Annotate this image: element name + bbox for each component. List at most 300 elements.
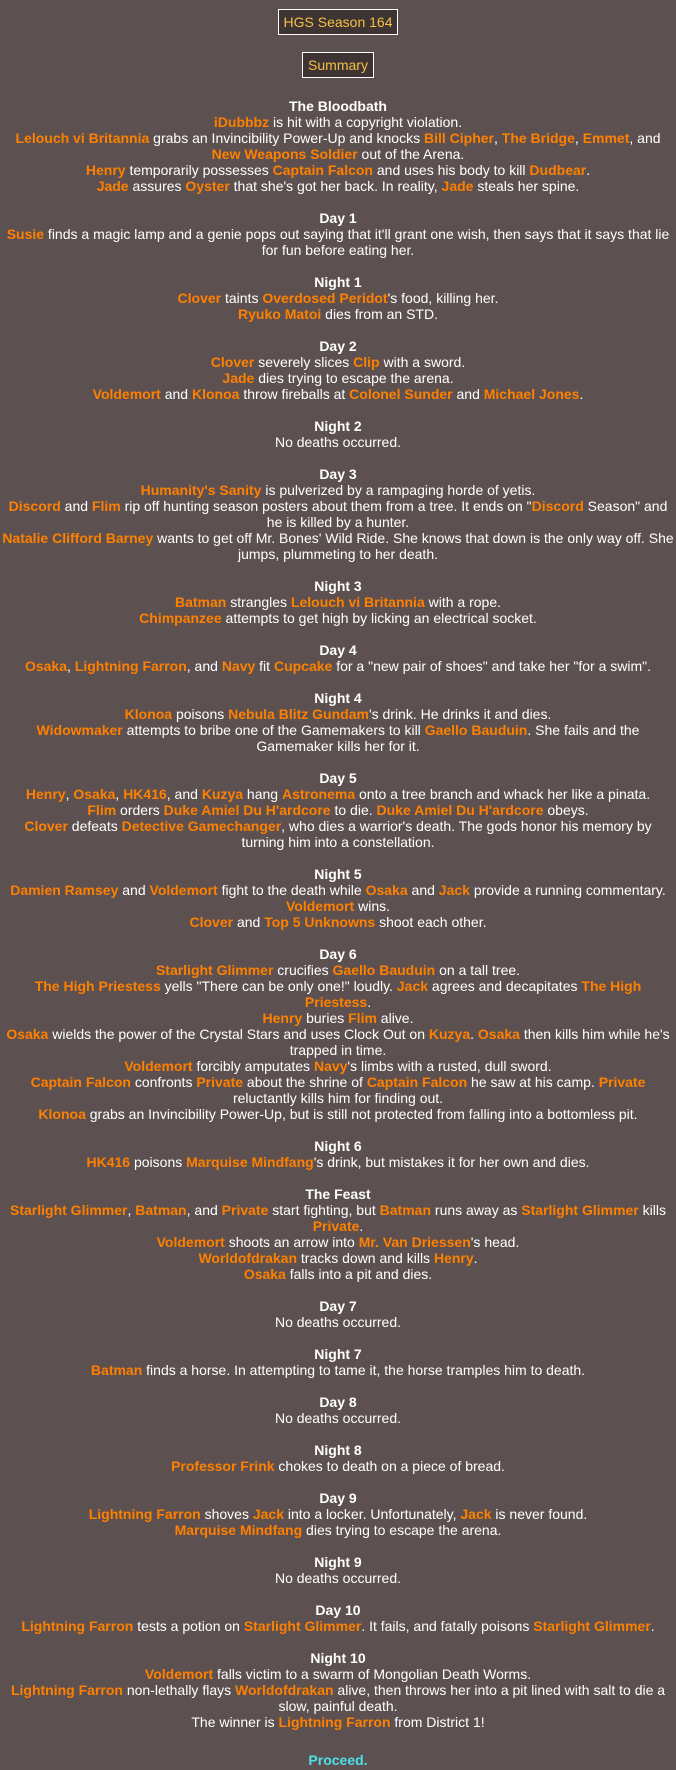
event-text: , and bbox=[186, 658, 222, 674]
event-section bbox=[0, 866, 676, 930]
event-text: with a rope. bbox=[424, 594, 502, 610]
tribute-name: Klonoa bbox=[191, 386, 240, 402]
tribute-name: Henry bbox=[85, 162, 126, 178]
event-text: buries bbox=[302, 1010, 349, 1026]
tribute-name: Captain Falcon bbox=[30, 1074, 131, 1090]
event-text: wants to get off Mr. Bones' Wild Ride. She knows that down is the only way off. She jumps, plummeting to her death. bbox=[153, 530, 674, 562]
event-text: chokes to death on a piece of bread. bbox=[274, 1458, 505, 1474]
event-text: then kills him while he's trapped in time. bbox=[289, 1026, 670, 1058]
event-text: Season" and he is killed by a hunter. bbox=[266, 498, 668, 530]
section-title: Day 8 bbox=[319, 1394, 357, 1410]
event-text: dies trying to escape the arena. bbox=[254, 370, 454, 386]
tribute-name: Osaka bbox=[365, 882, 408, 898]
event-section bbox=[0, 418, 676, 450]
event-line bbox=[0, 818, 676, 850]
event-text: , and bbox=[186, 1202, 222, 1218]
event-line bbox=[0, 1106, 676, 1122]
event-text: hang bbox=[243, 786, 282, 802]
event-text: defeats bbox=[67, 818, 122, 834]
event-section bbox=[0, 466, 676, 562]
tribute-name: Batman bbox=[379, 1202, 432, 1218]
tribute-name: Clip bbox=[353, 354, 380, 370]
event-line bbox=[0, 1506, 676, 1522]
tribute-name: Private bbox=[598, 1074, 646, 1090]
tribute-name: Navy bbox=[313, 1058, 348, 1074]
section-title: Night 4 bbox=[314, 690, 362, 706]
event-text: The winner is bbox=[191, 1714, 279, 1730]
event-line bbox=[0, 1522, 676, 1538]
event-line bbox=[0, 914, 676, 930]
event-line bbox=[0, 1010, 676, 1026]
event-text: , who dies a warrior's death. The gods honor his memory by turning him into a constellation. bbox=[241, 818, 652, 850]
event-text: is pulverized by a rampaging horde of yetis. bbox=[261, 482, 536, 498]
tribute-name: Widowmaker bbox=[36, 722, 123, 738]
tribute-name: Voldemort bbox=[124, 1058, 193, 1074]
section-title: Night 2 bbox=[314, 418, 362, 434]
tribute-name: Voldemort bbox=[286, 898, 355, 914]
event-text: onto a tree branch and whack her like a pinata. bbox=[355, 786, 651, 802]
tribute-name: Klonoa bbox=[38, 1106, 86, 1122]
section-title: Day 2 bbox=[319, 338, 357, 354]
event-text: tracks down and kills bbox=[297, 1250, 434, 1266]
event-text: dies trying to escape the arena. bbox=[302, 1522, 502, 1538]
event-line bbox=[0, 882, 676, 914]
event-text: finds a horse. In attempting to tame it, the horse tramples him to death. bbox=[142, 1362, 586, 1378]
event-text: about the shrine of bbox=[243, 1074, 367, 1090]
event-section bbox=[0, 1490, 676, 1538]
tribute-name: Lightning Farron bbox=[278, 1714, 391, 1730]
tribute-name: Private bbox=[196, 1074, 244, 1090]
event-text: steals her spine. bbox=[473, 178, 580, 194]
event-text: grabs an Invincibility Power-Up, but is still not protected from falling into a bottomless pit. bbox=[85, 1106, 638, 1122]
tribute-name: Jade bbox=[441, 178, 474, 194]
event-line bbox=[0, 706, 676, 722]
event-text: and bbox=[452, 386, 484, 402]
tribute-name: HK416 bbox=[123, 786, 167, 802]
tribute-name: Jade bbox=[222, 370, 255, 386]
tribute-name: Batman bbox=[90, 1362, 143, 1378]
tribute-name: Henry bbox=[25, 786, 66, 802]
tribute-name: Flim bbox=[348, 1010, 377, 1026]
event-text: attempts to get high by licking an electrical socket. bbox=[221, 610, 537, 626]
event-text: 's drink. He drinks it and dies. bbox=[368, 706, 552, 722]
tribute-name: Osaka bbox=[477, 1026, 520, 1042]
event-text: severely slices bbox=[254, 354, 354, 370]
event-text: . bbox=[359, 1218, 364, 1234]
tribute-name: Cupcake bbox=[273, 658, 333, 674]
event-line bbox=[0, 1074, 676, 1106]
event-section bbox=[0, 1186, 676, 1282]
event-text: that she's got her back. In reality, bbox=[229, 178, 442, 194]
tribute-name: Jack bbox=[438, 882, 470, 898]
event-line bbox=[0, 722, 676, 754]
event-text: wins. bbox=[354, 898, 390, 914]
event-line bbox=[0, 226, 676, 258]
event-text: rip off hunting season posters about them from a tree. It ends on " bbox=[120, 498, 532, 514]
tribute-name: Flim bbox=[91, 498, 121, 514]
tribute-name: Clover bbox=[177, 290, 222, 306]
event-text: No deaths occurred. bbox=[274, 434, 402, 450]
tribute-name: Jack bbox=[252, 1506, 284, 1522]
event-line bbox=[0, 306, 676, 322]
event-section bbox=[0, 1602, 676, 1634]
event-line bbox=[0, 178, 676, 194]
event-line bbox=[0, 1666, 676, 1682]
tribute-name: The High Priestess bbox=[34, 978, 161, 994]
tribute-name: Klonoa bbox=[124, 706, 173, 722]
event-text: agrees and decapitates bbox=[428, 978, 582, 994]
section-title: The Bloodbath bbox=[289, 98, 387, 114]
tribute-name: Starlight Glimmer bbox=[10, 1202, 128, 1218]
event-text: tests a potion on bbox=[133, 1618, 244, 1634]
event-text: reluctantly kills him for finding out. bbox=[232, 1090, 444, 1106]
event-line bbox=[0, 1410, 676, 1426]
tribute-name: Natalie Clifford Barney bbox=[2, 530, 154, 546]
event-text: kills bbox=[638, 1202, 666, 1218]
event-text: poisons bbox=[172, 706, 229, 722]
tribute-name: Henry bbox=[262, 1010, 303, 1026]
event-text: dies from an STD. bbox=[321, 306, 438, 322]
tribute-name: Navy bbox=[221, 658, 256, 674]
event-text: shoves bbox=[200, 1506, 253, 1522]
event-text: from District 1! bbox=[390, 1714, 485, 1730]
event-text: , bbox=[115, 786, 124, 802]
event-text: . bbox=[473, 1250, 478, 1266]
tribute-name: iDubbbz bbox=[213, 114, 270, 130]
event-text: crucifies bbox=[273, 962, 333, 978]
event-section bbox=[0, 210, 676, 258]
event-line bbox=[0, 1154, 676, 1170]
event-text: . bbox=[470, 1026, 478, 1042]
tribute-name: Private bbox=[221, 1202, 269, 1218]
tribute-name: Lightning Farron bbox=[21, 1618, 134, 1634]
event-section bbox=[0, 274, 676, 322]
event-text: . bbox=[579, 386, 584, 402]
tribute-name: Jack bbox=[460, 1506, 492, 1522]
tribute-name: Nebula Blitz Gundam bbox=[228, 706, 369, 722]
tribute-name: Gaello Bauduin bbox=[424, 722, 528, 738]
tribute-name: Starlight Glimmer bbox=[243, 1618, 362, 1634]
event-text: No deaths occurred. bbox=[274, 1410, 402, 1426]
event-line bbox=[0, 114, 676, 130]
tribute-name: Clover bbox=[210, 354, 255, 370]
tribute-name: Starlight Glimmer bbox=[521, 1202, 639, 1218]
event-text: throw fireballs at bbox=[239, 386, 350, 402]
event-line bbox=[0, 1202, 676, 1234]
section-title: Day 9 bbox=[319, 1490, 357, 1506]
tribute-name: Osaka bbox=[73, 786, 116, 802]
section-title: Day 1 bbox=[319, 210, 357, 226]
tribute-name: Osaka bbox=[6, 1026, 49, 1042]
event-text: to die. bbox=[330, 802, 377, 818]
event-line bbox=[0, 962, 676, 978]
event-line bbox=[0, 162, 676, 178]
summary-button[interactable]: Summary bbox=[302, 52, 374, 78]
event-text: . bbox=[586, 162, 591, 178]
event-section bbox=[0, 1138, 676, 1170]
tribute-name: Osaka bbox=[24, 658, 68, 674]
event-text: orders bbox=[116, 802, 164, 818]
event-text: . It fails, and fatally poisons bbox=[361, 1618, 534, 1634]
event-line bbox=[0, 1570, 676, 1586]
section-title: Day 3 bbox=[319, 466, 357, 482]
event-log bbox=[0, 98, 676, 1730]
tribute-name: Osaka bbox=[243, 1266, 286, 1282]
event-line bbox=[0, 1682, 676, 1714]
section-title: Night 3 bbox=[314, 578, 362, 594]
event-line bbox=[0, 1362, 676, 1378]
tribute-name: Duke Amiel Du H'ardcore bbox=[376, 802, 544, 818]
event-text: , bbox=[127, 1202, 136, 1218]
event-text: 's limbs with a rusted, dull sword. bbox=[347, 1058, 552, 1074]
event-section bbox=[0, 338, 676, 402]
event-line bbox=[0, 1026, 676, 1058]
tribute-name: Colonel Sunder bbox=[349, 386, 453, 402]
event-text: attempts to bribe one of the Gamemakers to kill bbox=[122, 722, 425, 738]
event-line bbox=[0, 1714, 676, 1730]
section-title: Night 6 bbox=[314, 1138, 362, 1154]
event-text: shoots an arrow into bbox=[224, 1234, 359, 1250]
tribute-name: Henry bbox=[433, 1250, 474, 1266]
event-text: on a tall tree. bbox=[435, 962, 521, 978]
tribute-name: Oyster bbox=[185, 178, 230, 194]
event-line bbox=[0, 610, 676, 626]
event-text: start fighting, but bbox=[268, 1202, 380, 1218]
event-line bbox=[0, 290, 676, 306]
event-text: for a "new pair of shoes" and take her "for a swim". bbox=[332, 658, 652, 674]
event-text: runs away as bbox=[431, 1202, 522, 1218]
section-title: Night 1 bbox=[314, 274, 362, 290]
event-text: wields the power of the Crystal Stars and uses Clock Out on bbox=[48, 1026, 429, 1042]
tribute-name: Lightning Farron bbox=[10, 1682, 123, 1698]
event-text: non-lethally flays bbox=[122, 1682, 235, 1698]
tribute-name: Lelouch vi Britannia bbox=[15, 130, 150, 146]
event-text: fight to the death while bbox=[217, 882, 366, 898]
event-text: , bbox=[574, 130, 583, 146]
tribute-name: Marquise Mindfang bbox=[186, 1154, 314, 1170]
event-line bbox=[0, 1458, 676, 1474]
tribute-name: New Weapons Soldier bbox=[211, 146, 358, 162]
tribute-name: Batman bbox=[174, 594, 227, 610]
event-text: forcibly amputates bbox=[192, 1058, 314, 1074]
event-section bbox=[0, 98, 676, 194]
section-title: Day 7 bbox=[319, 1298, 357, 1314]
event-text: into a locker. Unfortunately, bbox=[284, 1506, 461, 1522]
event-text: confronts bbox=[130, 1074, 197, 1090]
tribute-name: Starlight Glimmer bbox=[155, 962, 274, 978]
tribute-name: Captain Falcon bbox=[366, 1074, 468, 1090]
event-line bbox=[0, 386, 676, 402]
title-wrap bbox=[0, 9, 676, 35]
event-text: No deaths occurred. bbox=[274, 1570, 402, 1586]
event-text: shoot each other. bbox=[375, 914, 487, 930]
tribute-name: Voldemort bbox=[149, 882, 218, 898]
event-text: is hit with a copyright violation. bbox=[269, 114, 463, 130]
tribute-name: Worldofdrakan bbox=[235, 1682, 334, 1698]
event-text: temporarily possesses bbox=[125, 162, 273, 178]
tribute-name: Bill Cipher bbox=[423, 130, 494, 146]
tribute-name: Voldemort bbox=[144, 1666, 214, 1682]
tribute-name: Jade bbox=[96, 178, 129, 194]
tribute-name: The Bridge bbox=[501, 130, 575, 146]
event-text: alive, then throws her into a pit lined with salt to die a slow, painful death. bbox=[278, 1682, 666, 1714]
event-text: he saw at his camp. bbox=[467, 1074, 599, 1090]
event-text: finds a magic lamp and a genie pops out saying that it'll grant one wish, then says that it says that lie for fun before eating her. bbox=[44, 226, 670, 258]
event-line bbox=[0, 354, 676, 370]
tribute-name: Michael Jones bbox=[483, 386, 580, 402]
tribute-name: Kuzya bbox=[428, 1026, 471, 1042]
event-text: , and bbox=[629, 130, 661, 146]
tribute-name: Emmet bbox=[582, 130, 630, 146]
event-text: . bbox=[650, 1618, 655, 1634]
tribute-name: Lightning Farron bbox=[88, 1506, 201, 1522]
tribute-name: Astronema bbox=[281, 786, 356, 802]
section-title: Day 6 bbox=[319, 946, 357, 962]
event-text: poisons bbox=[130, 1154, 187, 1170]
event-line bbox=[0, 1314, 676, 1330]
event-line bbox=[0, 370, 676, 386]
summary-wrap bbox=[0, 52, 676, 78]
event-text: , and bbox=[166, 786, 202, 802]
event-line bbox=[0, 530, 676, 562]
event-section bbox=[0, 946, 676, 1122]
tribute-name: Professor Frink bbox=[171, 1458, 275, 1474]
tribute-name: Kuzya bbox=[201, 786, 244, 802]
event-text: 's head. bbox=[470, 1234, 520, 1250]
event-text: , bbox=[65, 786, 74, 802]
event-section bbox=[0, 1298, 676, 1330]
event-text: , bbox=[67, 658, 75, 674]
event-text: and bbox=[60, 498, 92, 514]
tribute-name: HK416 bbox=[86, 1154, 131, 1170]
event-text: out of the Arena. bbox=[357, 146, 465, 162]
event-text: provide a running commentary. bbox=[469, 882, 666, 898]
tribute-name: Batman bbox=[135, 1202, 187, 1218]
event-text: and bbox=[160, 386, 192, 402]
tribute-name: Flim bbox=[87, 802, 117, 818]
section-title: Day 5 bbox=[319, 770, 357, 786]
section-title: Night 10 bbox=[310, 1650, 366, 1666]
tribute-name: Detective Gamechanger bbox=[121, 818, 282, 834]
tribute-name: Lightning Farron bbox=[74, 658, 187, 674]
event-line bbox=[0, 594, 676, 610]
event-line bbox=[0, 482, 676, 498]
event-line bbox=[0, 1618, 676, 1634]
tribute-name: Marquise Mindfang bbox=[174, 1522, 303, 1538]
section-title: Day 4 bbox=[319, 642, 357, 658]
event-text: and bbox=[407, 882, 439, 898]
tribute-name: Damien Ramsey bbox=[10, 882, 119, 898]
event-section bbox=[0, 642, 676, 674]
tribute-name: The High Priestess bbox=[304, 978, 642, 1010]
section-title: Night 7 bbox=[314, 1346, 362, 1362]
event-line bbox=[0, 802, 676, 818]
tribute-name: Duke Amiel Du H'ardcore bbox=[163, 802, 331, 818]
event-section bbox=[0, 1346, 676, 1378]
event-line bbox=[0, 130, 676, 162]
event-text: . bbox=[367, 994, 372, 1010]
event-section bbox=[0, 1394, 676, 1426]
tribute-name: Top 5 Unknowns bbox=[264, 914, 376, 930]
section-title: Night 9 bbox=[314, 1554, 362, 1570]
event-section bbox=[0, 770, 676, 850]
event-text: 's food, killing her. bbox=[387, 290, 499, 306]
tribute-name: Captain Falcon bbox=[272, 162, 373, 178]
event-line bbox=[0, 786, 676, 802]
section-title: Night 5 bbox=[314, 866, 362, 882]
section-title: Night 8 bbox=[314, 1442, 362, 1458]
event-line bbox=[0, 978, 676, 1010]
event-line bbox=[0, 498, 676, 530]
event-text: taints bbox=[221, 290, 263, 306]
event-text: grabs an Invincibility Power-Up and knocks bbox=[149, 130, 424, 146]
event-text: yells "There can be only one!" loudly. bbox=[160, 978, 397, 994]
tribute-name: Discord bbox=[531, 498, 584, 514]
event-section bbox=[0, 1650, 676, 1730]
tribute-name: Susie bbox=[6, 226, 45, 242]
tribute-name: Ryuko Matoi bbox=[238, 306, 322, 322]
event-text: assures bbox=[128, 178, 186, 194]
tribute-name: Worldofdrakan bbox=[198, 1250, 297, 1266]
event-text: falls into a pit and dies. bbox=[285, 1266, 433, 1282]
event-line bbox=[0, 1250, 676, 1266]
tribute-name: Voldemort bbox=[92, 386, 161, 402]
tribute-name: Overdosed Peridot bbox=[262, 290, 388, 306]
event-text: and bbox=[118, 882, 150, 898]
event-text: . She fails and the Gamemaker kills her for it. bbox=[256, 722, 640, 754]
tribute-name: Humanity's Sanity bbox=[140, 482, 262, 498]
section-title: The Feast bbox=[305, 1186, 371, 1202]
event-text: 's drink, but mistakes it for her own and dies. bbox=[313, 1154, 590, 1170]
tribute-name: Voldemort bbox=[156, 1234, 225, 1250]
event-text: and bbox=[233, 914, 265, 930]
event-text: , bbox=[494, 130, 502, 146]
tribute-name: Discord bbox=[8, 498, 61, 514]
section-title: Day 10 bbox=[315, 1602, 361, 1618]
tribute-name: Gaello Bauduin bbox=[332, 962, 436, 978]
event-text: obeys. bbox=[543, 802, 589, 818]
tribute-name: Dudbear bbox=[529, 162, 587, 178]
proceed-link[interactable]: Proceed. bbox=[308, 1752, 368, 1768]
event-section bbox=[0, 690, 676, 754]
event-section bbox=[0, 1442, 676, 1474]
event-line bbox=[0, 658, 676, 674]
event-text: with a sword. bbox=[379, 354, 466, 370]
event-text: No deaths occurred. bbox=[274, 1314, 402, 1330]
tribute-name: Mr. Van Driessen bbox=[358, 1234, 471, 1250]
season-title: HGS Season 164 bbox=[278, 9, 399, 35]
event-text: fit bbox=[255, 658, 274, 674]
event-text: and uses his body to kill bbox=[373, 162, 530, 178]
event-section bbox=[0, 578, 676, 626]
tribute-name: Clover bbox=[24, 818, 68, 834]
tribute-name: Lelouch vi Britannia bbox=[290, 594, 425, 610]
event-text: strangles bbox=[226, 594, 291, 610]
event-section bbox=[0, 1554, 676, 1586]
tribute-name: Clover bbox=[189, 914, 234, 930]
tribute-name: Starlight Glimmer bbox=[533, 1618, 651, 1634]
tribute-name: Private bbox=[312, 1218, 360, 1234]
event-line bbox=[0, 1266, 676, 1282]
tribute-name: Jack bbox=[396, 978, 429, 994]
event-text: alive. bbox=[376, 1010, 414, 1026]
tribute-name: Chimpanzee bbox=[139, 610, 222, 626]
event-line bbox=[0, 1234, 676, 1250]
event-text: falls victim to a swarm of Mongolian Death Worms. bbox=[213, 1666, 532, 1682]
event-text: is never found. bbox=[491, 1506, 588, 1522]
event-line bbox=[0, 1058, 676, 1074]
event-line bbox=[0, 434, 676, 450]
